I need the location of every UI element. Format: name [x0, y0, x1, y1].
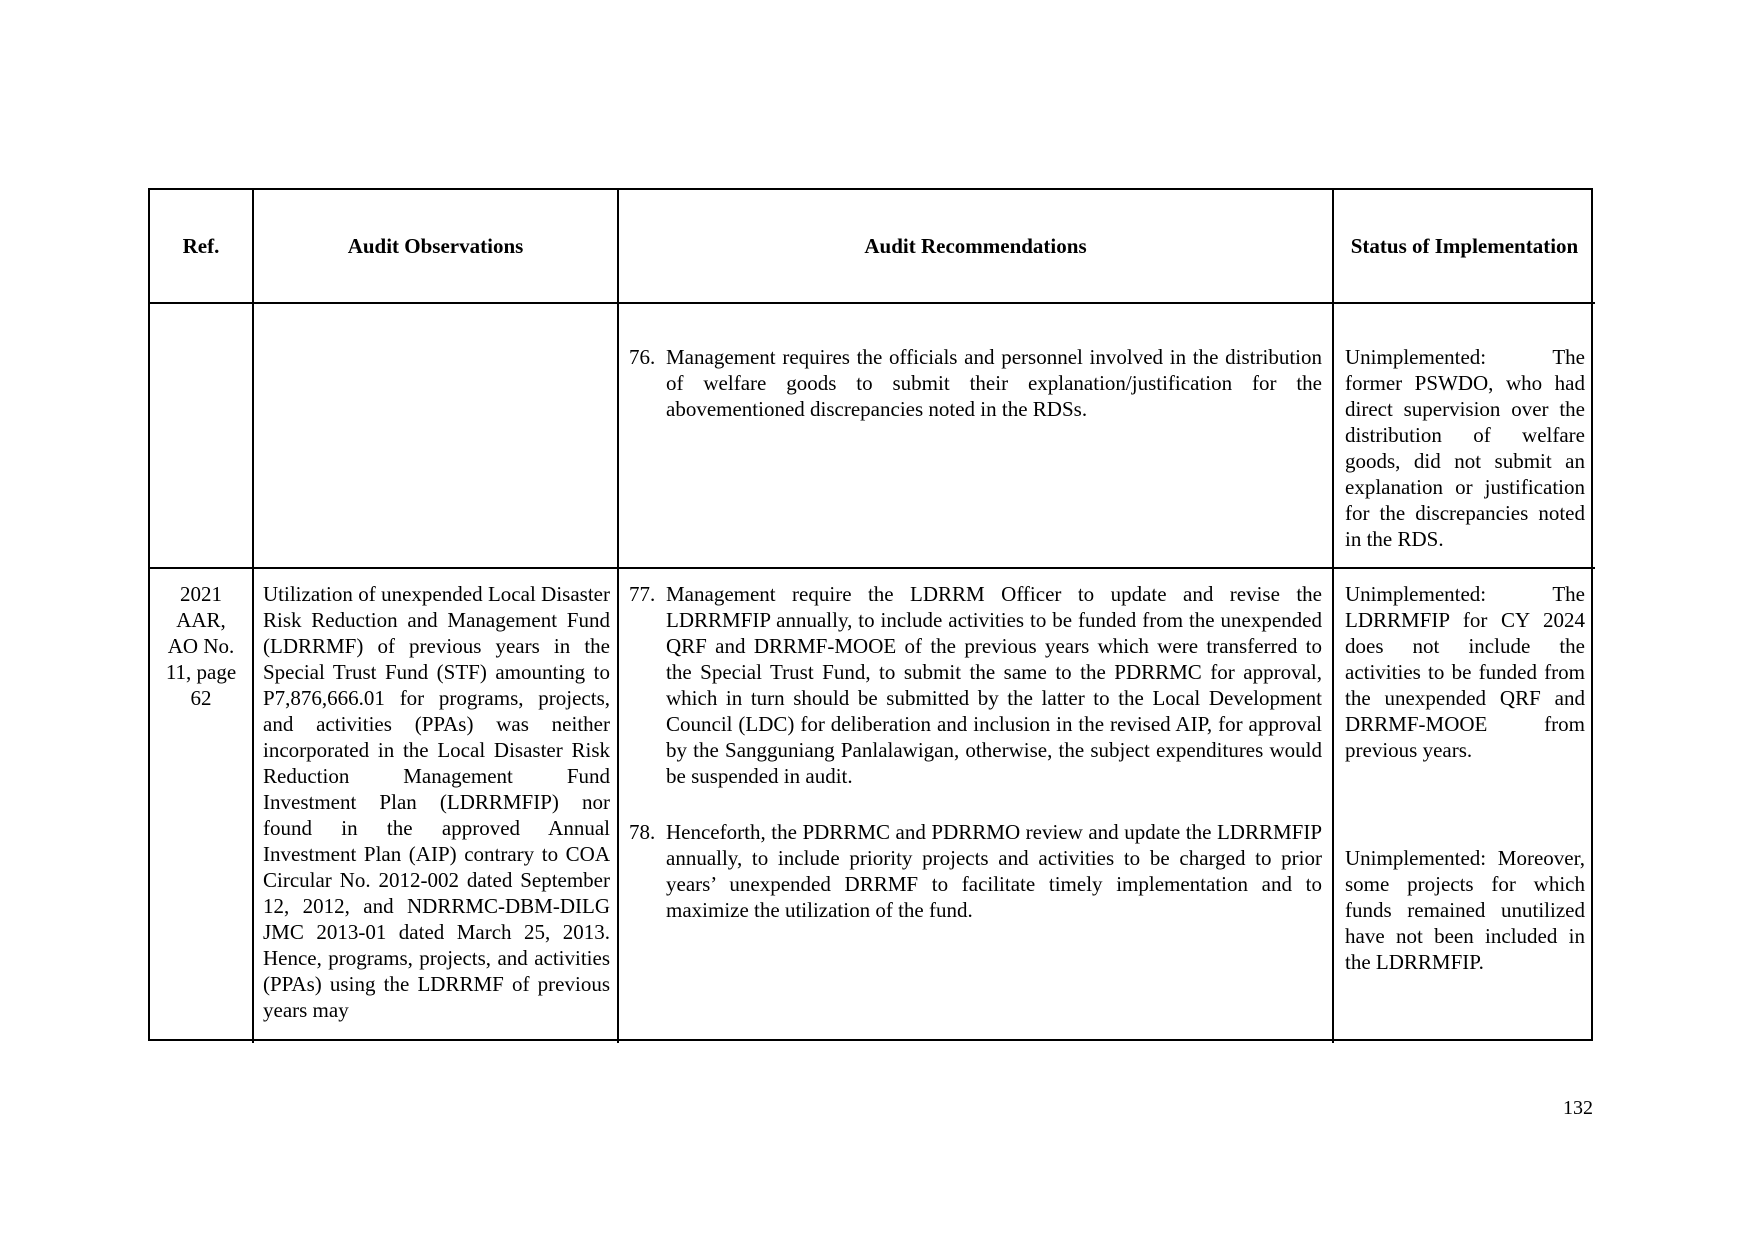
- audit-table: [148, 188, 1593, 1041]
- row2-recommendations-cell: [619, 569, 1334, 1043]
- recommendation-76-text: Management requires the officials and personnel involved in the distribution of welfare goods to submit their explanation/justification for the abovementioned discrepancies noted in the RDSs.: [666, 345, 1322, 421]
- header-ref: [150, 190, 254, 304]
- header-ref-label: Ref.: [182, 234, 220, 258]
- row1-ref-cell: [150, 304, 254, 569]
- recommendation-78: [629, 819, 1322, 923]
- observation-paragraph: Utilization of unexpended Local Disaster Risk Reduction and Management Fund (LDRRMF) of previous years in the Special Trust Fund (STF) amounting to P7,876,666.01 for programs, projects, and activities (PPAs) was neither incorporated in the Local Disaster Risk Reduction Management Fund Investment Plan (LDRRMFIP) nor found in the approved Annual Investment Plan (AIP) contrary to COA Circular No. 2012-002 dated September 12, 2012, and NDRRMC-DBM-DILG JMC 2013-01 dated March 25, 2013. Hence, programs, projects, and activities (PPAs) using the LDRRMF of previous years may: [263, 582, 610, 1022]
- ref-line: 11, page: [165, 660, 237, 684]
- ref-line: AAR,: [176, 608, 226, 632]
- row2-status-cell: [1334, 569, 1595, 1043]
- row2-ref-cell: [150, 569, 254, 1043]
- status-paragraph: Unimplemented: The LDRRMFIP for CY 2024 does not include the activities to be funded from the unexpended QRF and DRRMF-MOOE from previous years.: [1345, 582, 1585, 762]
- status-paragraph: Unimplemented: The former PSWDO, who had direct supervision over the distribution of welfare goods, did not submit an explanation or justification for the discrepancies noted in the RDS.: [1345, 345, 1585, 551]
- header-recommendations: [619, 190, 1334, 304]
- recommendation-78-text: Henceforth, the PDRRMC and PDRRMO review and update the LDRRMFIP annually, to include priority projects and activities to be charged to prior years’ unexpended DRRMF to facilitate timely implementation and to maximize the utilization of the fund.: [666, 820, 1322, 922]
- row2-observation-cell: [254, 569, 619, 1043]
- recommendation-77-number: 77.: [629, 582, 656, 606]
- ref-line: 2021: [180, 582, 222, 606]
- ref-line: 62: [190, 686, 212, 710]
- header-status: [1334, 190, 1595, 304]
- ref-line: AO No.: [167, 634, 235, 658]
- status-paragraph: Unimplemented: Moreover, some projects for which funds remained unutilized have not been included in the LDRRMFIP.: [1345, 846, 1585, 974]
- recommendation-78-number: 78.: [629, 820, 656, 844]
- row1-recommendations-cell: [619, 304, 1334, 569]
- row1-observation-cell: [254, 304, 619, 569]
- header-observations-label: Audit Observations: [347, 234, 524, 258]
- recommendation-76: [629, 344, 1322, 422]
- header-status-label: Status of Implementation: [1350, 234, 1579, 258]
- page-number: 132: [1563, 1097, 1593, 1119]
- recommendation-76-number: 76.: [629, 345, 656, 369]
- row1-status-cell: [1334, 304, 1595, 569]
- header-observations: [254, 190, 619, 304]
- recommendation-77-text: Management require the LDRRM Officer to update and revise the LDRRMFIP annually, to include activities to be funded from the unexpended QRF and DRRMF-MOOE of the previous years which were transferred to the Special Trust Fund, to submit the same to the PDRRMC for approval, which in turn should be submitted by the latter to the Local Development Council (LDC) for deliberation and inclusion in the revised AIP, for approval by the Sangguniang Panlalawigan, otherwise, the subject expenditures would be suspended in audit.: [666, 582, 1322, 788]
- recommendation-77: [629, 581, 1322, 789]
- header-recommendations-label: Audit Recommendations: [864, 234, 1087, 258]
